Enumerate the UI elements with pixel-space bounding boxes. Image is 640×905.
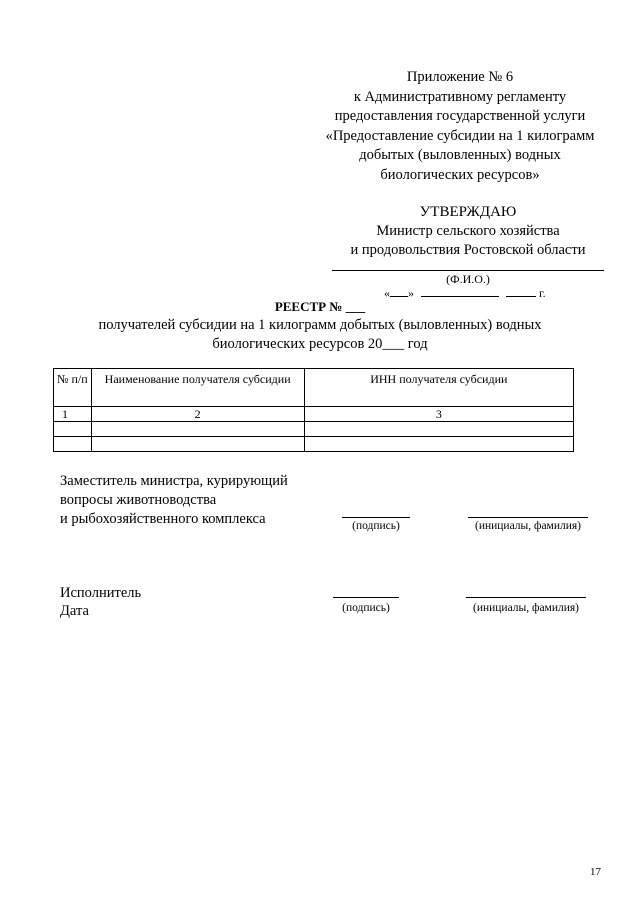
executor-signature-line <box>333 597 399 598</box>
deputy-signature-caption: (подпись) <box>352 520 400 532</box>
header-cell-number: № п/п <box>54 369 92 407</box>
executor-label: Исполнитель <box>60 585 142 601</box>
table-cell <box>304 422 573 437</box>
date-quote-open: « <box>384 286 390 300</box>
appendix-line: к Административному регламенту <box>353 88 567 105</box>
table-cell <box>91 437 304 452</box>
date-quote-close: » <box>408 286 414 300</box>
appendix-line: добытых (выловленных) водных <box>359 147 561 163</box>
page-number: 17 <box>590 866 601 878</box>
executor-name-line <box>466 597 586 598</box>
deputy-name-caption: (инициалы, фамилия) <box>474 520 582 532</box>
deputy-minister-label: Заместитель министра, курирующий вопросы животноводства и рыбохозяйственного комплекса <box>60 473 288 527</box>
executor-signature-caption: (подпись) <box>342 602 390 614</box>
table-cell <box>91 422 304 437</box>
year-suffix: г. <box>539 286 546 300</box>
registry-subtitle <box>60 316 580 354</box>
table-row <box>54 422 574 437</box>
executor-name-caption: (инициалы, фамилия) <box>472 602 580 614</box>
numbering-cell: 2 <box>91 407 304 422</box>
numbering-cell: 3 <box>304 407 573 422</box>
approval-signature-line <box>332 270 604 271</box>
fio-caption: (Ф.И.О.) <box>446 272 490 286</box>
approval-line: и продовольствия Ростовской области <box>350 242 586 258</box>
table-row <box>54 437 574 452</box>
deputy-signature-line <box>342 517 410 518</box>
table-cell <box>54 437 92 452</box>
registry-subtitle-line: биологических ресурсов 20___ год <box>212 336 428 352</box>
table-cell <box>54 422 92 437</box>
appendix-line: предоставления государственной услуги <box>334 108 586 124</box>
approval-line: Министр сельского хозяйства <box>376 223 560 239</box>
appendix-line: «Предоставление субсидии на 1 килограмм <box>325 127 595 144</box>
appendix-line: биологических ресурсов» <box>380 166 540 183</box>
appendix-line: Приложение № 6 <box>406 69 514 85</box>
header-cell-name: Наименование получателя субсидии <box>91 369 304 407</box>
approval-position <box>332 222 604 260</box>
table-numbering-row <box>54 407 574 422</box>
registry-table <box>53 368 574 452</box>
day-blank <box>390 287 408 297</box>
registry-subtitle-line: получателей субсидии на 1 килограмм добытых (выловленных) водных <box>98 317 542 333</box>
registry-title: РЕЕСТР № ___ <box>274 299 366 314</box>
deputy-name-line <box>468 517 588 518</box>
date-label: Дата <box>60 603 89 619</box>
approval-title: УТВЕРЖДАЮ <box>419 204 517 220</box>
numbering-cell: 1 <box>54 407 92 422</box>
header-cell-inn: ИНН получателя субсидии <box>304 369 573 407</box>
table-cell <box>304 437 573 452</box>
table-header-row <box>54 369 574 407</box>
appendix-header <box>300 68 620 185</box>
month-blank <box>421 287 499 297</box>
year-blank <box>506 287 536 297</box>
